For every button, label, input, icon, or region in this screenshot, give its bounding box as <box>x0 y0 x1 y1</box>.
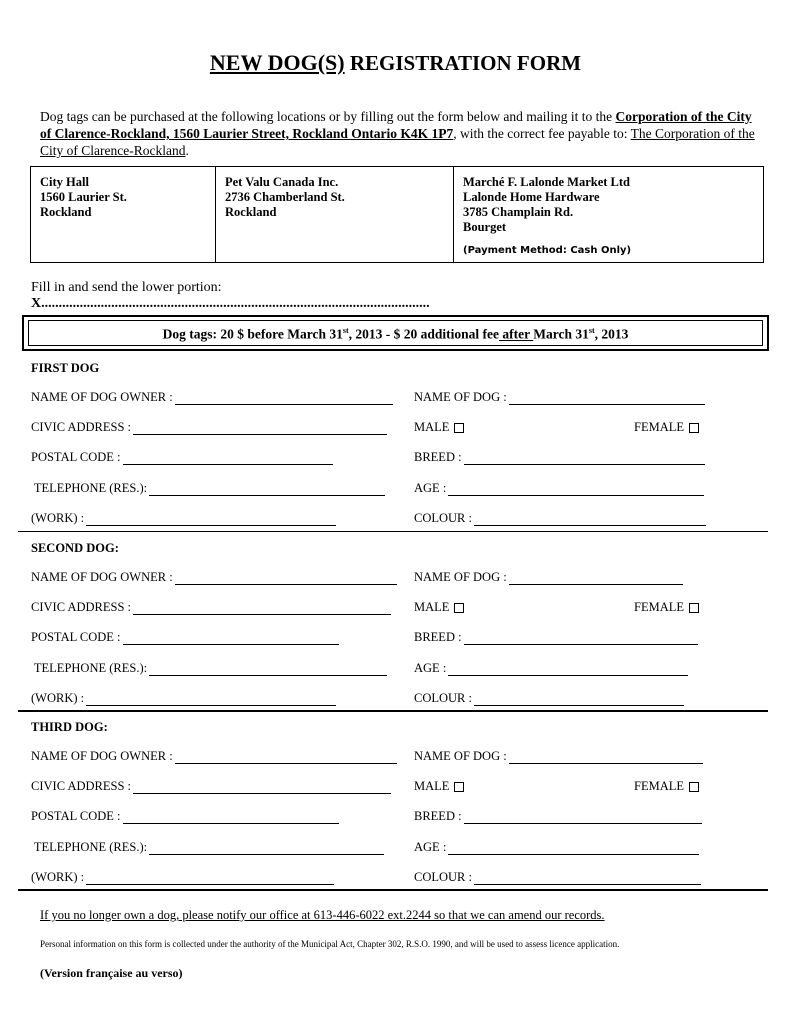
breed-label: BREED : <box>414 450 462 465</box>
intro-paragraph <box>40 108 764 159</box>
age-input-line[interactable] <box>448 484 704 496</box>
civic-label: CIVIC ADDRESS : <box>31 420 132 435</box>
section-divider <box>18 889 768 891</box>
age-input-line[interactable] <box>448 843 699 855</box>
telephone-field <box>31 840 384 855</box>
work-input-line[interactable] <box>86 873 334 885</box>
section-divider <box>18 710 768 712</box>
telephone-label: TELEPHONE (RES.): <box>31 839 148 854</box>
location-lalonde <box>453 167 763 262</box>
section-divider <box>18 531 768 532</box>
colour-label: COLOUR : <box>414 510 472 525</box>
telephone-field <box>31 661 387 676</box>
telephone-label: TELEPHONE (RES.): <box>31 660 148 675</box>
female-checkbox[interactable] <box>689 423 699 433</box>
civic-field <box>31 779 391 794</box>
owner-input-line[interactable] <box>175 393 393 405</box>
notify-text: If you no longer own a dog, please notify our office at 613-446-6022 ext.2244 so that we can amend our records. <box>40 908 605 922</box>
dog-name-input-line[interactable] <box>509 752 703 764</box>
mailing-address: Corporation of the City of Clarence-Rockland, 1560 Laurier Street, Rockland Ontario K4K 1P7 <box>40 109 752 141</box>
work-field <box>31 511 336 526</box>
title-rest: REGISTRATION FORM <box>344 51 582 75</box>
owner-field <box>31 570 397 585</box>
work-label: (WORK) : <box>31 690 85 705</box>
fee-part: , 2013 <box>594 326 629 342</box>
male-option <box>414 420 464 435</box>
female-label: FEMALE <box>634 600 684 615</box>
owner-label: NAME OF DOG OWNER : <box>31 390 173 404</box>
female-option <box>634 779 699 794</box>
breed-input-line[interactable] <box>464 812 702 824</box>
telephone-input-line[interactable] <box>149 664 387 676</box>
location-line: Rockland <box>40 205 92 219</box>
breed-label: BREED : <box>414 809 462 824</box>
work-input-line[interactable] <box>86 514 336 526</box>
breed-field <box>414 809 702 824</box>
colour-input-line[interactable] <box>474 873 701 885</box>
location-line: Bourget <box>463 220 507 234</box>
civic-field <box>31 600 391 615</box>
dog-name-label: NAME OF DOG : <box>414 390 507 404</box>
location-line: 1560 Laurier St. <box>40 190 127 204</box>
age-label: AGE : <box>414 480 447 495</box>
page-title <box>0 50 791 76</box>
postal-input-line[interactable] <box>123 633 339 645</box>
postal-label: POSTAL CODE : <box>31 630 121 645</box>
fee-sup: st <box>342 326 349 335</box>
age-label: AGE : <box>414 660 447 675</box>
male-label: MALE <box>414 600 450 615</box>
civic-label: CIVIC ADDRESS : <box>31 600 132 615</box>
colour-field <box>414 691 684 706</box>
breed-field <box>414 450 705 465</box>
telephone-label: TELEPHONE (RES.): <box>31 480 148 495</box>
male-label: MALE <box>414 420 450 435</box>
female-label: FEMALE <box>634 420 684 435</box>
work-input-line[interactable] <box>86 694 336 706</box>
postal-label: POSTAL CODE : <box>31 809 121 824</box>
location-line: Marché F. Lalonde Market Ltd <box>463 175 631 189</box>
owner-field <box>31 390 393 405</box>
colour-field <box>414 511 706 526</box>
fill-instruction: Fill in and send the lower portion: <box>31 280 222 295</box>
colour-field <box>414 870 701 885</box>
breed-label: BREED : <box>414 630 462 645</box>
female-option <box>634 600 699 615</box>
work-field <box>31 691 336 706</box>
fee-text <box>24 326 767 343</box>
intro-text-2: , with the correct fee payable to: <box>453 126 631 141</box>
age-field <box>414 840 699 855</box>
location-line: 3785 Champlain Rd. <box>463 205 574 219</box>
work-label: (WORK) : <box>31 510 85 525</box>
intro-text-3: . <box>185 143 189 158</box>
location-pet-valu <box>215 167 453 262</box>
section-title: SECOND DOG: <box>31 541 119 555</box>
version-note: (Version française au verso) <box>40 966 183 980</box>
civic-label: CIVIC ADDRESS : <box>31 779 132 794</box>
owner-input-line[interactable] <box>175 752 397 764</box>
male-option <box>414 779 464 794</box>
owner-label: NAME OF DOG OWNER : <box>31 570 173 584</box>
fee-part: , 2013 - $ 20 additional fee <box>348 326 499 342</box>
breed-input-line[interactable] <box>464 453 705 465</box>
dog-name-input-line[interactable] <box>509 393 705 405</box>
location-line: Pet Valu Canada Inc. <box>225 175 339 189</box>
female-option <box>634 420 699 435</box>
locations-table <box>30 166 764 263</box>
location-line: City Hall <box>40 175 89 189</box>
section-title: THIRD DOG: <box>31 720 108 734</box>
fee-sup: st <box>588 326 595 335</box>
postal-label: POSTAL CODE : <box>31 450 121 465</box>
owner-input-line[interactable] <box>175 573 397 585</box>
legal-text: Personal information on this form is collected under the authority of the Municipal Act, Chapter 302, R.S.O. 1990, and will be used to assess licence application. <box>40 939 620 949</box>
dog-name-input-line[interactable] <box>509 573 683 585</box>
owner-field <box>31 749 397 764</box>
civic-field <box>31 420 387 435</box>
payment-method: (Payment Method: Cash Only) <box>463 245 632 256</box>
payee-name: The Corporation of the City of Clarence-Rockland <box>40 126 755 158</box>
cut-line: X............................................................................................................... <box>31 296 430 311</box>
telephone-input-line[interactable] <box>149 484 385 496</box>
postal-input-line[interactable] <box>123 453 333 465</box>
location-line: Rockland <box>225 205 277 219</box>
fee-after: after <box>499 326 534 342</box>
female-checkbox[interactable] <box>689 782 699 792</box>
postal-field <box>31 809 339 824</box>
colour-label: COLOUR : <box>414 690 472 705</box>
telephone-field <box>31 481 385 496</box>
dog-name-field <box>414 570 683 585</box>
male-option <box>414 600 464 615</box>
dog-name-label: NAME OF DOG : <box>414 749 507 763</box>
title-underlined: NEW DOG(S) <box>209 50 345 75</box>
civic-input-line[interactable] <box>133 423 387 435</box>
age-input-line[interactable] <box>448 664 688 676</box>
colour-input-line[interactable] <box>474 514 706 526</box>
civic-input-line[interactable] <box>133 603 391 615</box>
male-label: MALE <box>414 779 450 794</box>
age-field <box>414 481 704 496</box>
location-line: Lalonde Home Hardware <box>463 190 600 204</box>
telephone-input-line[interactable] <box>149 843 384 855</box>
breed-field <box>414 630 698 645</box>
male-checkbox[interactable] <box>454 782 464 792</box>
colour-label: COLOUR : <box>414 869 472 884</box>
fee-part: March 31 <box>533 326 589 342</box>
age-field <box>414 661 688 676</box>
female-checkbox[interactable] <box>689 603 699 613</box>
female-label: FEMALE <box>634 779 684 794</box>
postal-input-line[interactable] <box>123 812 339 824</box>
breed-input-line[interactable] <box>464 633 698 645</box>
location-city-hall <box>31 167 215 262</box>
section-title: FIRST DOG <box>31 361 100 375</box>
postal-field <box>31 450 333 465</box>
dog-name-field <box>414 749 703 764</box>
fee-banner <box>22 315 769 351</box>
dog-name-field <box>414 390 705 405</box>
colour-input-line[interactable] <box>474 694 684 706</box>
male-checkbox[interactable] <box>454 603 464 613</box>
age-label: AGE : <box>414 839 447 854</box>
owner-label: NAME OF DOG OWNER : <box>31 749 173 763</box>
work-label: (WORK) : <box>31 869 85 884</box>
location-line: 2736 Chamberland St. <box>225 190 345 204</box>
dog-name-label: NAME OF DOG : <box>414 570 507 584</box>
postal-field <box>31 630 339 645</box>
civic-input-line[interactable] <box>133 782 391 794</box>
intro-text: Dog tags can be purchased at the following locations or by filling out the form below and mailing it to the <box>40 109 616 124</box>
fee-part: Dog tags: 20 $ before March 31 <box>162 326 343 342</box>
male-checkbox[interactable] <box>454 423 464 433</box>
work-field <box>31 870 334 885</box>
